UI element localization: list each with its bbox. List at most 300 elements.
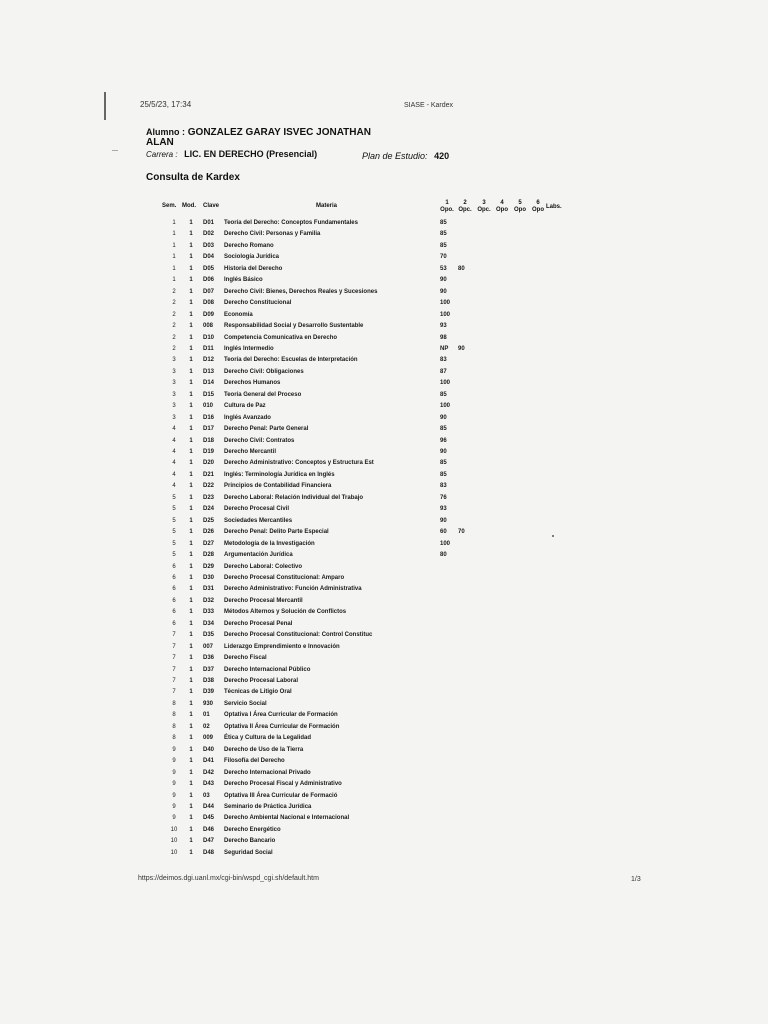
student-name-cont: ALAN [146,137,174,148]
cell-mod: 1 [189,265,193,272]
cell-sem: 8 [172,712,176,719]
print-title: SIASE - Kardex [404,102,454,109]
header-clave: Clave [203,203,220,209]
cell-sem: 4 [172,449,176,455]
table-row [0,241,768,252]
cell-clave: D17 [203,426,215,433]
cell-sem: 7 [172,632,176,639]
cell-opc-1: 85 [440,220,447,226]
cell-clave: D08 [203,300,215,307]
cell-sem: 9 [172,769,176,776]
cell-sem: 2 [172,334,176,341]
cell-sem: 6 [172,586,176,593]
cell-materia: Teoría del Derecho: Conceptos Fundamentales [224,220,358,226]
table-row [0,653,768,664]
cell-materia: Economía [224,311,253,318]
cell-opc-1: 100 [440,403,451,410]
print-datetime: 25/5/23, 17:34 [140,100,192,109]
cell-clave: D38 [203,678,215,684]
cell-sem: 4 [172,426,176,433]
table-row [0,710,768,721]
cell-materia: Sociedades Mercantiles [224,517,293,524]
cell-opc-1: 93 [440,506,447,513]
cell-mod: 1 [189,403,193,410]
table-row [0,722,768,733]
cell-clave: D48 [203,849,215,856]
cell-opc-1: 90 [440,277,447,284]
table-row [0,287,768,298]
cell-opc-1: 53 [440,265,447,272]
cell-sem: 3 [172,368,176,375]
cell-materia: Inglés: Terminología Jurídica en Inglés [224,471,335,478]
cell-materia: Principios de Contabilidad Financiera [224,483,332,490]
cell-clave: D18 [203,437,215,444]
cell-materia: Derecho Bancario [224,838,276,845]
cell-clave: D47 [203,838,215,845]
table-row [0,836,768,847]
cell-mod: 1 [189,826,193,833]
table-row [0,252,768,263]
cell-clave: D23 [203,494,215,501]
cell-sem: 6 [172,574,176,581]
table-row [0,562,768,573]
cell-sem: 3 [172,380,176,387]
cell-clave: D25 [203,517,215,524]
cell-sem: 6 [172,597,176,604]
cell-materia: Optativa I Área Curricular de Formación [224,712,338,719]
cell-materia: Derecho Ambiental Nacional e Internacional [224,815,350,822]
cell-mod: 1 [189,723,193,730]
cell-clave: D40 [203,746,215,753]
cell-clave: 010 [203,403,214,410]
cell-mod: 1 [189,414,193,421]
table-row [0,527,768,538]
plan-label: Plan de Estudio: [362,151,428,161]
cell-materia: Historia del Derecho [224,265,283,272]
cell-materia: Derecho Procesal Constitucional: Control Constituc [224,632,373,639]
cell-clave: D13 [203,368,215,375]
cell-sem: 2 [172,311,176,318]
cell-clave: D28 [203,552,215,559]
student-name-block [146,127,406,148]
table-row [0,321,768,332]
cell-sem: 7 [172,689,176,696]
cell-materia: Optativa III Área Curricular de Formació [224,792,338,799]
table-row [0,756,768,767]
cell-sem: 5 [172,494,176,501]
cell-clave: D09 [203,311,215,318]
table-row [0,539,768,550]
cell-mod: 1 [189,849,193,856]
cell-mod: 1 [189,632,193,639]
cell-mod: 1 [189,666,193,673]
cell-clave: D32 [203,597,215,604]
cell-sem: 2 [172,288,176,295]
cell-mod: 1 [189,460,193,467]
cell-mod: 1 [189,357,193,364]
header-opc-6: 6 Opo [532,200,544,213]
cell-clave: D26 [203,529,215,536]
table-row [0,333,768,344]
cell-opc-1: 90 [440,517,447,524]
table-row [0,825,768,836]
table-row [0,298,768,309]
cell-sem: 6 [172,620,176,627]
alumno-label: Alumno : [146,127,185,137]
cell-mod: 1 [189,494,193,501]
table-row [0,310,768,321]
cell-materia: Inglés Intermedio [224,345,274,352]
cell-clave: D19 [203,449,215,455]
table-row [0,596,768,607]
cell-mod: 1 [189,781,193,788]
cell-materia: Liderazgo Emprendimiento e Innovación [224,643,340,650]
cell-sem: 9 [172,803,176,810]
table-row [0,642,768,653]
table-row [0,436,768,447]
cell-sem: 8 [172,723,176,730]
cell-mod: 1 [189,620,193,627]
cell-sem: 5 [172,506,176,513]
header-mod: Mod. [182,203,196,209]
cell-opc-1: 100 [440,540,451,547]
cell-opc-1: 100 [440,380,451,387]
cell-materia: Derecho Penal: Delito Parte Especial [224,529,329,536]
table-row [0,470,768,481]
cell-materia: Derecho Internacional Privado [224,769,311,776]
cell-materia: Derecho Procesal Civil [224,506,290,513]
cell-mod: 1 [189,678,193,684]
cell-materia: Derecho Administrativo: Función Administrativa [224,586,362,593]
footer-url: https://deimos.dgi.uanl.mx/cgi-bin/wspd_cgi.sh/default.htm [138,875,319,882]
cell-clave: D22 [203,483,215,490]
cell-materia: Derecho Laboral: Relación Individual del Trabajo [224,494,364,501]
cell-mod: 1 [189,655,193,662]
cell-sem: 4 [172,471,176,478]
cell-sem: 10 [170,826,178,833]
cell-mod: 1 [189,311,193,318]
cell-mod: 1 [189,288,193,295]
cell-clave: D02 [203,231,215,238]
table-row [0,813,768,824]
cell-mod: 1 [189,391,193,398]
cell-opc-1: 100 [440,311,451,318]
table-row [0,699,768,710]
cell-materia: Derecho Procesal Mercantil [224,597,303,604]
cell-clave: D11 [203,345,214,352]
cell-materia: Teoría del Derecho: Escuelas de Interpretación [224,357,358,364]
cell-clave: D24 [203,506,215,513]
cell-opc-2: 70 [458,529,465,536]
cell-opc-1: 85 [440,426,447,433]
scan-artifact [552,535,554,537]
table-row [0,218,768,229]
cell-opc-1: NP [440,345,449,352]
cell-mod: 1 [189,426,193,433]
cell-sem: 8 [172,735,176,742]
cell-sem: 3 [172,357,176,364]
cell-materia: Técnicas de Litigio Oral [224,689,292,696]
header-materia: Materia [316,203,338,209]
table-row [0,367,768,378]
cell-sem: 9 [172,781,176,788]
cell-clave: D27 [203,540,215,547]
cell-clave: D37 [203,666,215,673]
cell-sem: 7 [172,666,176,673]
cell-opc-1: 93 [440,323,447,330]
cell-materia: Derecho Penal: Parte General [224,426,309,433]
cell-mod: 1 [189,254,193,261]
cell-sem: 7 [172,678,176,684]
cell-sem: 1 [172,254,176,261]
cell-mod: 1 [189,380,193,387]
table-row [0,745,768,756]
cell-mod: 1 [189,815,193,822]
cell-mod: 1 [189,609,193,616]
cell-sem: 3 [172,391,176,398]
scan-artifact [112,150,118,151]
cell-opc-1: 80 [440,552,447,559]
table-row [0,275,768,286]
cell-clave: D34 [203,620,215,627]
cell-sem: 10 [170,849,178,856]
cell-mod: 1 [189,552,193,559]
cell-clave: D14 [203,380,215,387]
student-name: GONZALEZ GARAY ISVEC JONATHAN [187,127,371,138]
cell-materia: Derechos Humanos [224,380,281,387]
table-row [0,413,768,424]
cell-sem: 1 [172,277,176,284]
cell-clave: 008 [203,323,214,330]
table-row [0,584,768,595]
header-opc-3: 3 Opc. [477,200,491,213]
cell-clave: D15 [203,391,215,398]
cell-mod: 1 [189,506,193,513]
cell-sem: 3 [172,414,176,421]
table-row [0,802,768,813]
cell-mod: 1 [189,643,193,650]
footer-page-number: 1/3 [631,876,641,883]
header-opc-5: 5 Opo [514,200,526,213]
cell-materia: Derecho Internacional Público [224,666,311,673]
cell-opc-1: 85 [440,391,447,398]
cell-materia: Derecho Laboral: Colectivo [224,563,303,570]
cell-clave: D04 [203,254,215,261]
cell-opc-2: 80 [458,265,465,272]
cell-sem: 5 [172,540,176,547]
cell-sem: 9 [172,746,176,753]
cell-opc-1: 87 [440,368,447,375]
cell-mod: 1 [189,529,193,536]
cell-materia: Derecho Energético [224,826,281,833]
cell-mod: 1 [189,735,193,742]
cell-sem: 9 [172,815,176,822]
cell-opc-1: 83 [440,357,447,364]
table-row [0,378,768,389]
cell-clave: D46 [203,826,215,833]
cell-mod: 1 [189,574,193,581]
cell-sem: 3 [172,403,176,410]
cell-sem: 5 [172,552,176,559]
cell-materia: Filosofía del Derecho [224,758,285,765]
cell-mod: 1 [189,838,193,845]
cell-mod: 1 [189,334,193,341]
table-row [0,676,768,687]
scan-artifact [104,92,106,120]
cell-clave: 01 [203,712,210,719]
cell-mod: 1 [189,449,193,455]
cell-clave: D35 [203,632,215,639]
cell-mod: 1 [189,220,193,226]
cell-sem: 6 [172,563,176,570]
cell-mod: 1 [189,746,193,753]
cell-mod: 1 [189,563,193,570]
table-row [0,779,768,790]
cell-materia: Derecho Procesal Constitucional: Amparo [224,574,345,581]
cell-mod: 1 [189,758,193,765]
cell-clave: 930 [203,700,214,707]
cell-opc-1: 85 [440,471,447,478]
cell-clave: D36 [203,655,215,662]
cell-mod: 1 [189,300,193,307]
cell-clave: D29 [203,563,215,570]
cell-materia: Servicio Social [224,700,267,707]
cell-mod: 1 [189,242,193,249]
cell-materia: Seguridad Social [224,849,273,856]
cell-sem: 4 [172,460,176,467]
table-row [0,516,768,527]
table-row [0,768,768,779]
table-row [0,665,768,676]
header-opc-4: 4 Opo [496,200,508,213]
cell-clave: D16 [203,414,215,421]
cell-clave: D06 [203,277,215,284]
carrera-label: Carrera : [146,150,178,159]
cell-sem: 7 [172,643,176,650]
cell-clave: D42 [203,769,215,776]
cell-mod: 1 [189,368,193,375]
cell-mod: 1 [189,803,193,810]
cell-materia: Responsabilidad Social y Desarrollo Sustentable [224,323,364,330]
cell-sem: 1 [172,220,176,226]
cell-sem: 4 [172,483,176,490]
table-row [0,550,768,561]
cell-clave: D20 [203,460,215,467]
table-row [0,424,768,435]
page-title: Consulta de Kardex [146,172,240,183]
cell-opc-1: 98 [440,334,447,341]
cell-clave: D45 [203,815,215,822]
table-row [0,493,768,504]
cell-sem: 9 [172,758,176,765]
cell-sem: 9 [172,792,176,799]
cell-mod: 1 [189,769,193,776]
table-row [0,481,768,492]
table-row [0,573,768,584]
cell-materia: Cultura de Paz [224,403,266,410]
cell-opc-1: 70 [440,254,447,261]
cell-sem: 7 [172,655,176,662]
cell-sem: 6 [172,609,176,616]
cell-sem: 1 [172,242,176,249]
cell-mod: 1 [189,231,193,238]
cell-materia: Derecho Fiscal [224,655,267,662]
cell-mod: 1 [189,471,193,478]
cell-clave: 02 [203,723,210,730]
cell-opc-1: 85 [440,460,447,467]
cell-mod: 1 [189,437,193,444]
table-row [0,791,768,802]
cell-opc-1: 85 [440,242,447,249]
cell-sem: 5 [172,517,176,524]
cell-clave: D31 [203,586,215,593]
table-row [0,264,768,275]
cell-materia: Derecho Civil: Personas y Familia [224,231,321,238]
cell-materia: Derecho Administrativo: Conceptos y Estructura Est [224,460,374,467]
header-labs: Labs. [546,204,562,210]
cell-clave: D07 [203,288,215,295]
cell-opc-1: 83 [440,483,447,490]
table-row [0,344,768,355]
cell-mod: 1 [189,712,193,719]
header-opc-2: 2 Opc. [458,200,472,213]
cell-materia: Derecho Procesal Penal [224,620,293,627]
cell-clave: 009 [203,735,214,742]
cell-materia: Derecho Mercantil [224,449,277,455]
header-sem: Sem. [162,203,177,209]
cell-opc-1: 90 [440,449,447,455]
cell-materia: Derecho de Uso de la Tierra [224,746,304,753]
cell-materia: Derecho Constitucional [224,300,292,307]
cell-materia: Metodología de la Investigación [224,540,315,547]
cell-clave: D01 [203,220,215,226]
cell-clave: 03 [203,792,210,799]
table-row [0,619,768,630]
cell-materia: Inglés Básico [224,277,263,284]
cell-clave: D12 [203,357,215,364]
cell-materia: Métodos Alternos y Solución de Conflictos [224,609,347,616]
table-row [0,848,768,859]
cell-mod: 1 [189,540,193,547]
cell-sem: 2 [172,323,176,330]
cell-materia: Inglés Avanzado [224,414,271,421]
cell-sem: 8 [172,700,176,707]
table-row [0,630,768,641]
cell-sem: 1 [172,265,176,272]
cell-opc-1: 90 [440,288,447,295]
cell-sem: 1 [172,231,176,238]
cell-opc-1: 85 [440,231,447,238]
cell-materia: Competencia Comunicativa en Derecho [224,334,338,341]
cell-clave: D44 [203,803,215,810]
cell-mod: 1 [189,597,193,604]
cell-clave: D05 [203,265,215,272]
carrera-block [146,149,317,159]
cell-clave: D03 [203,242,215,249]
cell-opc-1: 76 [440,494,447,501]
cell-materia: Derecho Civil: Contratos [224,437,295,444]
cell-sem: 2 [172,300,176,307]
cell-sem: 2 [172,345,176,352]
cell-clave: D43 [203,781,215,788]
table-row [0,458,768,469]
cell-mod: 1 [189,700,193,707]
table-row [0,229,768,240]
cell-clave: D21 [203,471,215,478]
cell-clave: D41 [203,758,215,765]
table-row [0,687,768,698]
table-row [0,504,768,515]
